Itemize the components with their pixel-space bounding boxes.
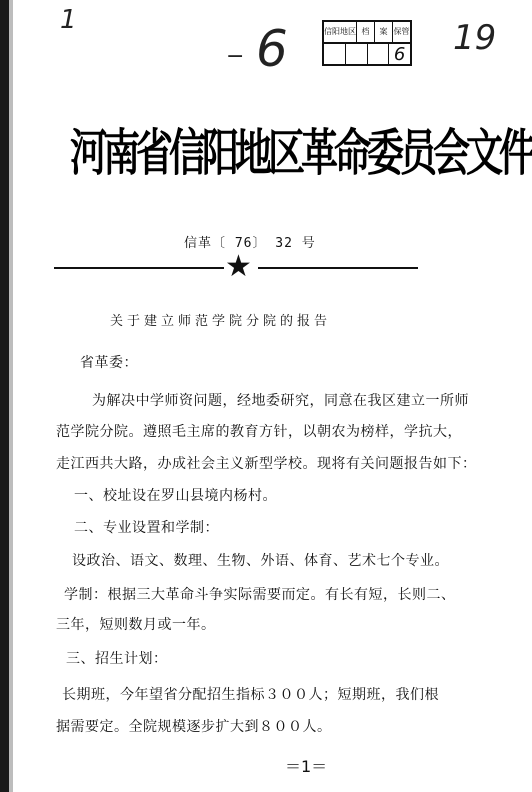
archive-stamp-cell: 案 [375, 22, 393, 42]
archive-stamp-number: 6 [393, 44, 406, 65]
body-line: 为解决中学师资问题，经地委研究，同意在我区建立一所师 [92, 393, 469, 409]
header-divider-right [258, 267, 418, 269]
document-number: 信革〔 76〕 32 号 [184, 236, 316, 251]
body-line: 一、校址设在罗山县境内杨村。 [74, 488, 277, 504]
star-icon: ★ [225, 249, 252, 284]
archive-stamp-cell [368, 44, 390, 66]
salutation: 省革委： [80, 355, 138, 371]
page-number: ＝1＝ [285, 757, 328, 776]
handwritten-mark-right: 19 [453, 18, 497, 58]
handwritten-mark-dash: − [226, 44, 245, 69]
body-line: 三年，短则数月或一年。 [56, 617, 216, 633]
archive-stamp-cell [324, 44, 346, 66]
scan-edge-shadow [9, 0, 13, 792]
body-line: 设政治、语文、数理、生物、外语、体育、艺术七个专业。 [72, 553, 449, 569]
scan-edge [0, 0, 9, 792]
archive-stamp-cell [346, 44, 368, 66]
body-line: 据需要定。全院规模逐步扩大到８００人。 [56, 719, 332, 735]
archive-stamp-cell: 保管 [393, 27, 410, 36]
body-line: 范学院分院。遵照毛主席的教育方针，以朝农为榜样，学抗大， [56, 424, 462, 440]
body-line: 长期班，今年望省分配招生指标３００人；短期班，我们根 [62, 687, 439, 703]
archive-stamp-cell: 信阳地区 [324, 22, 357, 42]
archive-stamp-cell: 档 [357, 22, 375, 42]
document-title: 河南省信阳地区革命委员会文件 [70, 124, 532, 183]
body-line: 三、招生计划： [66, 651, 168, 667]
archive-stamp [322, 20, 412, 66]
body-line: 走江西共大路，办成社会主义新型学校。现将有关问题报告如下： [56, 456, 477, 472]
handwritten-mark-left: 1 [60, 5, 77, 35]
archive-stamp-top-row [324, 22, 410, 44]
body-line: 二、专业设置和学制： [74, 520, 219, 536]
archive-stamp-bottom-row [324, 44, 410, 66]
header-divider-left [54, 267, 224, 269]
report-subject: 关于建立师范学院分院的报告 [110, 314, 332, 329]
body-line: 学制：根据三大革命斗争实际需要而定。有长有短，长则二、 [64, 587, 456, 603]
handwritten-mark-center: 6 [256, 20, 288, 78]
